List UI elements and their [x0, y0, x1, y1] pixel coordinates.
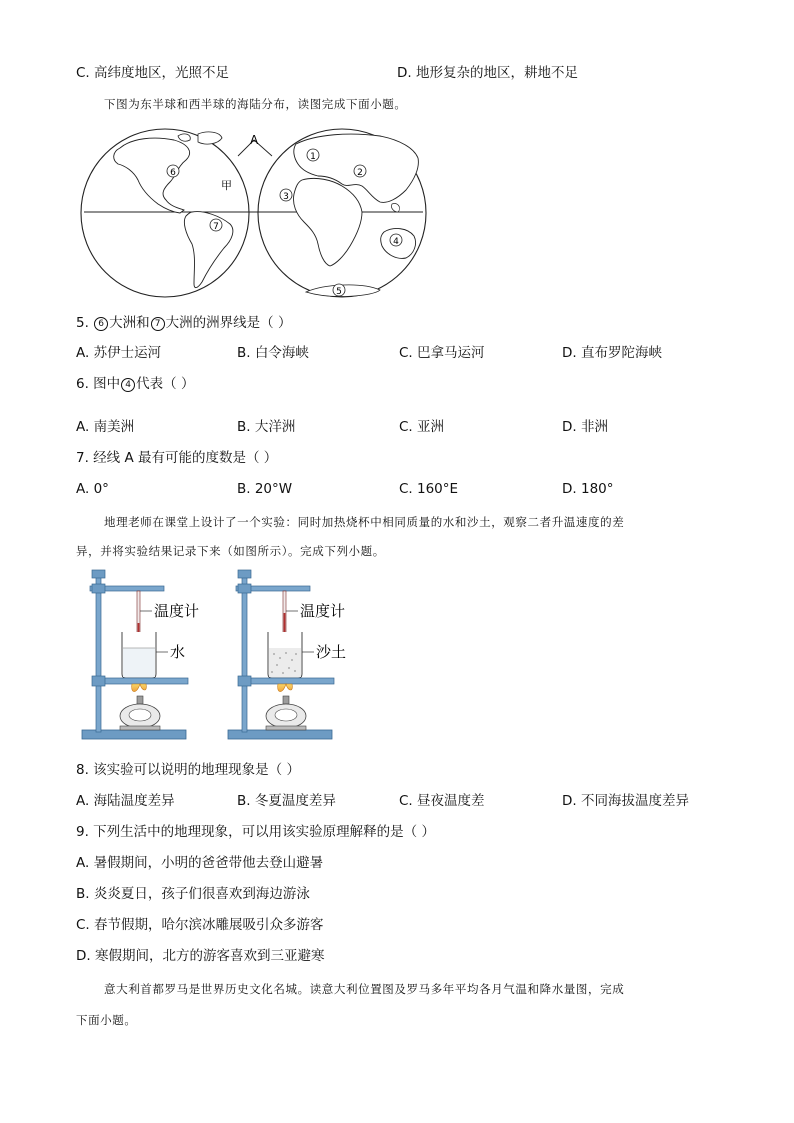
q6-option-a: A. 南美洲	[76, 419, 135, 435]
q5-option-d: D. 直布罗陀海峡	[562, 345, 662, 361]
q5-stem: 5. 6 大洲和 7 大洲的洲界线是（ ）	[76, 315, 292, 331]
q6-option-b: B. 大洋洲	[237, 419, 296, 435]
q6-stem: 6. 图中 4 代表（ ）	[76, 376, 195, 392]
marker-3: 3	[283, 192, 289, 202]
q9-option-b: B. 炎炎夏日，孩子们很喜欢到海边游泳	[76, 886, 310, 902]
q7-stem: 7. 经线 A 最有可能的度数是（ ）	[76, 450, 278, 466]
q8-option-d: D. 不同海拔温度差异	[562, 793, 689, 809]
q6-number-4: 4	[121, 378, 135, 392]
left-apparatus	[82, 570, 199, 739]
marker-4: 4	[393, 237, 399, 247]
meridian-a-label: A	[250, 133, 259, 147]
q5-option-a: A. 苏伊士运河	[76, 345, 162, 361]
q9-stem: 9. 下列生活中的地理现象，可以用该实验原理解释的是（ ）	[76, 824, 435, 840]
q6-option-c: C. 亚洲	[399, 419, 445, 435]
marker-2: 2	[357, 168, 363, 178]
q8-option-c: C. 昼夜温度差	[399, 793, 485, 809]
left-content-label: 水	[170, 643, 186, 661]
right-apparatus	[228, 570, 346, 739]
marker-7: 7	[213, 222, 219, 232]
left-thermometer-label: 温度计	[154, 602, 200, 620]
q5-number-6: 6	[94, 317, 108, 331]
q6-option-d: D. 非洲	[562, 419, 608, 435]
place-jia-label: 甲	[221, 179, 232, 192]
q5-option-c: C. 巴拿马运河	[399, 345, 485, 361]
q4-option-c: C. 高纬度地区，光照不足	[76, 65, 230, 81]
q7-option-c: C. 160°E	[399, 481, 459, 497]
q9-option-c: C. 春节假期，哈尔滨冰雕展吸引众多游客	[76, 917, 324, 933]
q7-option-d: D. 180°	[562, 481, 614, 497]
q5-number-7: 7	[151, 317, 165, 331]
q8-option-a: A. 海陆温度差异	[76, 793, 175, 809]
marker-5: 5	[336, 287, 342, 297]
marker-6: 6	[170, 168, 176, 178]
q5-option-b: B. 白令海峡	[237, 345, 309, 361]
experiment-intro-line2: 异，并将实验结果记录下来（如图所示）。完成下列小题。	[76, 544, 385, 558]
q8-stem: 8. 该实验可以说明的地理现象是（ ）	[76, 762, 300, 778]
marker-1: 1	[310, 152, 316, 162]
italy-intro-line2: 下面小题。	[76, 1013, 137, 1027]
q9-option-a: A. 暑假期间，小明的爸爸带他去登山避暑	[76, 855, 324, 871]
map-intro-text: 下图为东半球和西半球的海陆分布，读图完成下面小题。	[104, 97, 407, 111]
q4-option-d: D. 地形复杂的地区，耕地不足	[397, 65, 578, 81]
experiment-intro-line1: 地理老师在课堂上设计了一个实验：同时加热烧杯中相同质量的水和沙土，观察二者升温速度的差	[104, 515, 625, 529]
q7-option-a: A. 0°	[76, 481, 109, 497]
q9-option-d: D. 寒假期间，北方的游客喜欢到三亚避寒	[76, 948, 325, 964]
experiment-figure	[80, 568, 370, 744]
italy-intro-line1: 意大利首都罗马是世界历史文化名城。读意大利位置图及罗马多年平均各月气温和降水量图，完成	[104, 982, 625, 996]
hemisphere-map	[80, 124, 440, 302]
q8-option-b: B. 冬夏温度差异	[237, 793, 336, 809]
right-thermometer-label: 温度计	[300, 602, 346, 620]
right-content-label: 沙土	[316, 643, 347, 661]
q7-option-b: B. 20°W	[237, 481, 293, 497]
